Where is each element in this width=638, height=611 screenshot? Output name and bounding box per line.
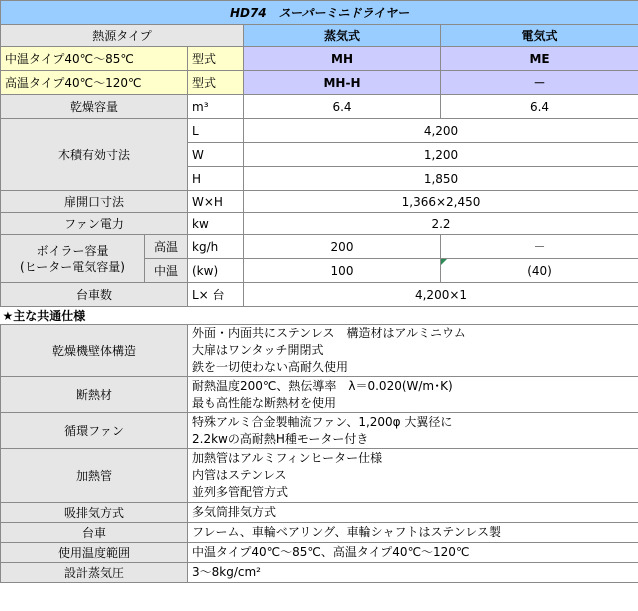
door-unit: W×H xyxy=(188,191,244,213)
common-spec-rows xyxy=(1,325,638,583)
high-temp-label: 高温タイプ40℃～120℃ xyxy=(1,71,188,95)
common-spec-line: 3～8kg/cm² xyxy=(192,565,261,579)
page-title: HD74 スーパーミニドライヤー xyxy=(1,1,638,25)
wood-dimension-label: 木積有効寸法 xyxy=(1,119,188,191)
door-label: 扉開口寸法 xyxy=(1,191,188,213)
capacity-electric: 6.4 xyxy=(441,95,638,119)
boiler-mid-label: 中温 xyxy=(145,259,188,283)
common-spec-line: 大扉はワンタッチ開閉式 xyxy=(192,343,324,357)
boiler-unit-kw: (kw) xyxy=(188,259,244,283)
common-spec-value xyxy=(188,449,638,503)
common-spec-line: 特殊アルミ合金製軸流ファン、1,200φ 大翼径に xyxy=(192,414,453,429)
model-label: 型式 xyxy=(188,47,244,71)
boiler-unit-kgh: kg/h xyxy=(188,235,244,259)
cart-count-label: 台車数 xyxy=(1,283,188,307)
dim-H-label: H xyxy=(188,167,244,191)
dim-L-value: 4,200 xyxy=(244,119,638,143)
common-spec-label: 乾燥機壁体構造 xyxy=(1,325,188,377)
common-spec-line: 加熱管はアルミフィンヒーター仕様 xyxy=(192,451,383,465)
common-spec-table xyxy=(0,307,638,583)
common-spec-line: 鉄を一切使わない高耐久使用 xyxy=(192,360,349,374)
fan-power-label: ファン電力 xyxy=(1,213,188,235)
common-spec-label: 台車 xyxy=(1,523,188,543)
common-spec-line: 中温タイプ40℃～85℃、高温タイプ40℃～120℃ xyxy=(192,545,470,559)
common-spec-line: 2.2kwの高耐熱H種モーター付き xyxy=(192,431,369,446)
model-label: 型式 xyxy=(188,71,244,95)
common-spec-row xyxy=(1,503,638,523)
common-spec-row xyxy=(1,413,638,449)
capacity-unit: m³ xyxy=(188,95,244,119)
cart-count-unit: L× 台 xyxy=(188,283,244,307)
boiler-mid-steam: 100 xyxy=(244,259,441,283)
common-spec-value xyxy=(188,377,638,413)
high-electric-model: － xyxy=(441,71,638,95)
fan-power-unit: kw xyxy=(188,213,244,235)
common-spec-value xyxy=(188,523,638,543)
steam-type-header: 蒸気式 xyxy=(244,25,441,47)
cart-count-value: 4,200×1 xyxy=(244,283,638,307)
common-spec-line: 内管はステンレス xyxy=(192,468,287,482)
dim-W-value: 1,200 xyxy=(244,143,638,167)
common-spec-row xyxy=(1,449,638,503)
common-spec-label: 使用温度範囲 xyxy=(1,543,188,563)
mid-steam-model: MH xyxy=(244,47,441,71)
electric-type-header: 電気式 xyxy=(441,25,638,47)
capacity-label: 乾燥容量 xyxy=(1,95,188,119)
common-spec-label: 吸排気方式 xyxy=(1,503,188,523)
fan-power-value: 2.2 xyxy=(244,213,638,235)
high-steam-model: MH-H xyxy=(244,71,441,95)
boiler-high-steam: 200 xyxy=(244,235,441,259)
common-spec-value xyxy=(188,543,638,563)
capacity-steam: 6.4 xyxy=(244,95,441,119)
common-spec-label: 循環ファン xyxy=(1,413,188,449)
common-spec-label: 設計蒸気圧 xyxy=(1,563,188,583)
door-value: 1,366×2,450 xyxy=(244,191,638,213)
dim-W-label: W xyxy=(188,143,244,167)
heat-source-label: 熱源タイプ xyxy=(1,25,244,47)
common-spec-line: 並列多管配管方式 xyxy=(192,485,289,499)
common-spec-label: 断熱材 xyxy=(1,377,188,413)
dim-H-value: 1,850 xyxy=(244,167,638,191)
mid-electric-model: ME xyxy=(441,47,638,71)
common-spec-row xyxy=(1,563,638,583)
common-spec-line: 耐熱温度200℃、熱伝導率 λ＝0.020(W/m･K) xyxy=(192,378,453,393)
common-spec-value xyxy=(188,325,638,377)
common-spec-label: 加熱管 xyxy=(1,449,188,503)
common-spec-line: フレーム、車輪ベアリング、車輪シャフトはステンレス製 xyxy=(192,525,501,539)
boiler-capacity-label xyxy=(1,235,145,283)
common-spec-line: 多気筒排気方式 xyxy=(192,505,277,519)
common-spec-row xyxy=(1,377,638,413)
common-spec-value xyxy=(188,413,638,449)
common-spec-line: 最も高性能な断熱材を使用 xyxy=(192,395,337,410)
common-spec-line: 外面・内面共にステンレス 構造材はアルミニウム xyxy=(192,326,466,340)
boiler-high-label: 高温 xyxy=(145,235,188,259)
boiler-high-electric: － xyxy=(441,235,638,259)
common-spec-row xyxy=(1,543,638,563)
common-spec-row xyxy=(1,325,638,377)
boiler-label-line1: ボイラー容量 xyxy=(36,243,109,258)
common-spec-value xyxy=(188,563,638,583)
mid-temp-label: 中温タイプ40℃～85℃ xyxy=(1,47,188,71)
common-spec-value xyxy=(188,503,638,523)
dim-L-label: L xyxy=(188,119,244,143)
common-spec-row xyxy=(1,523,638,543)
common-spec-heading: ★主な共通仕様 xyxy=(1,307,638,325)
boiler-mid-electric: (40) xyxy=(441,259,638,283)
boiler-label-line2: (ヒーター電気容量) xyxy=(20,259,125,274)
